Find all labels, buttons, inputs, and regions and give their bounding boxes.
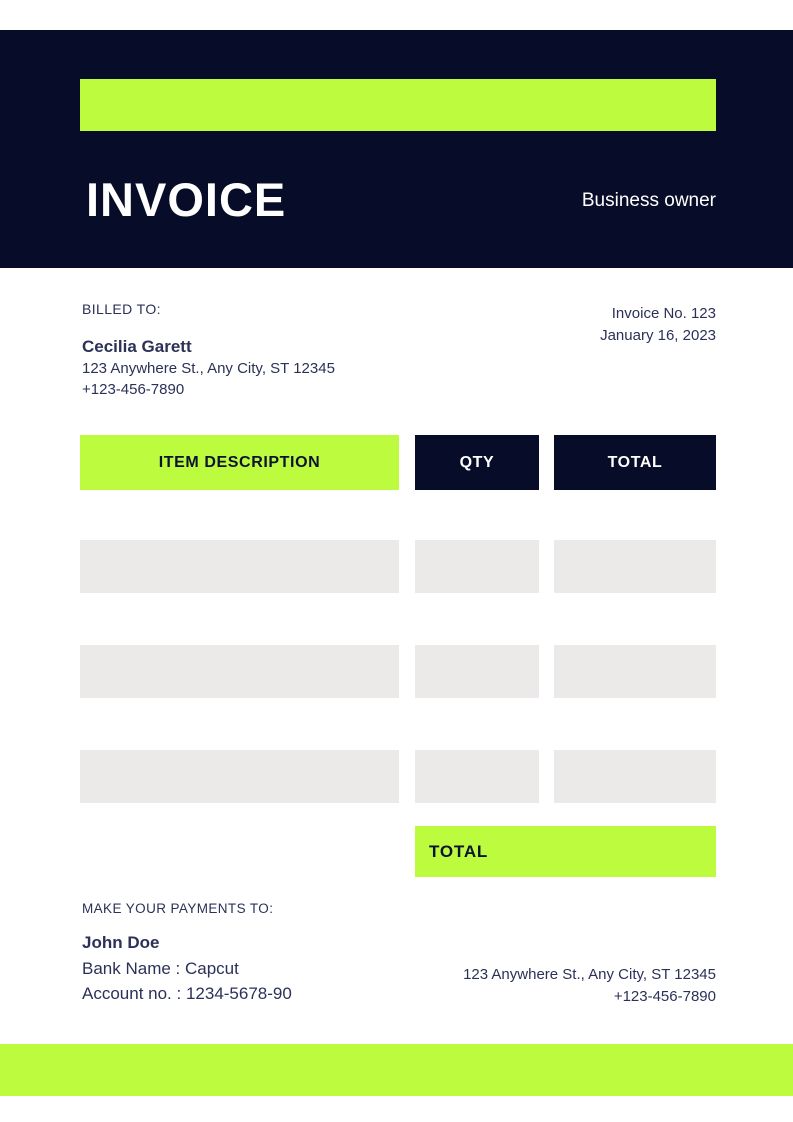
qty-cell: [415, 645, 539, 698]
bank-name: Bank Name : Capcut: [82, 959, 239, 978]
business-owner-label: Business owner: [581, 190, 716, 211]
footer-address: 123 Anywhere St., Any City, ST 12345: [463, 966, 716, 983]
column-header-total: TOTAL: [554, 435, 716, 490]
invoice-title: INVOICE: [86, 173, 287, 226]
invoice-date: January 16, 2023: [600, 327, 716, 344]
footer-contact: [463, 964, 716, 1007]
billed-to-phone: +123-456-7890: [82, 381, 185, 398]
footer-phone: +123-456-7890: [613, 987, 716, 1005]
billed-to-address: 123 Anywhere St., Any City, ST 12345: [82, 360, 335, 377]
item-description-cell: [80, 540, 399, 593]
payee-name: John Doe: [82, 933, 160, 952]
billed-to-name: Cecilia Garett: [82, 337, 192, 356]
payment-label: MAKE YOUR PAYMENTS TO:: [82, 901, 274, 916]
total-cell: [554, 750, 716, 803]
total-cell: [554, 540, 716, 593]
item-description-cell: [80, 645, 399, 698]
total-bar: [415, 826, 716, 877]
footer-accent-bar: [0, 1044, 793, 1096]
account-number: Account no. : 1234-5678-90: [82, 984, 292, 1003]
column-header-item-description: ITEM DESCRIPTION: [80, 435, 399, 490]
header-accent-bar: [80, 79, 716, 131]
total-bar-label: TOTAL: [429, 841, 489, 861]
total-cell: [554, 645, 716, 698]
header-band: [0, 30, 793, 268]
invoice-meta: [600, 303, 716, 347]
billed-to-label: BILLED TO:: [82, 301, 161, 317]
qty-cell: [415, 750, 539, 803]
column-header-qty: QTY: [415, 435, 539, 490]
item-description-cell: [80, 750, 399, 803]
qty-cell: [415, 540, 539, 593]
invoice-number: Invoice No. 123: [611, 305, 716, 322]
